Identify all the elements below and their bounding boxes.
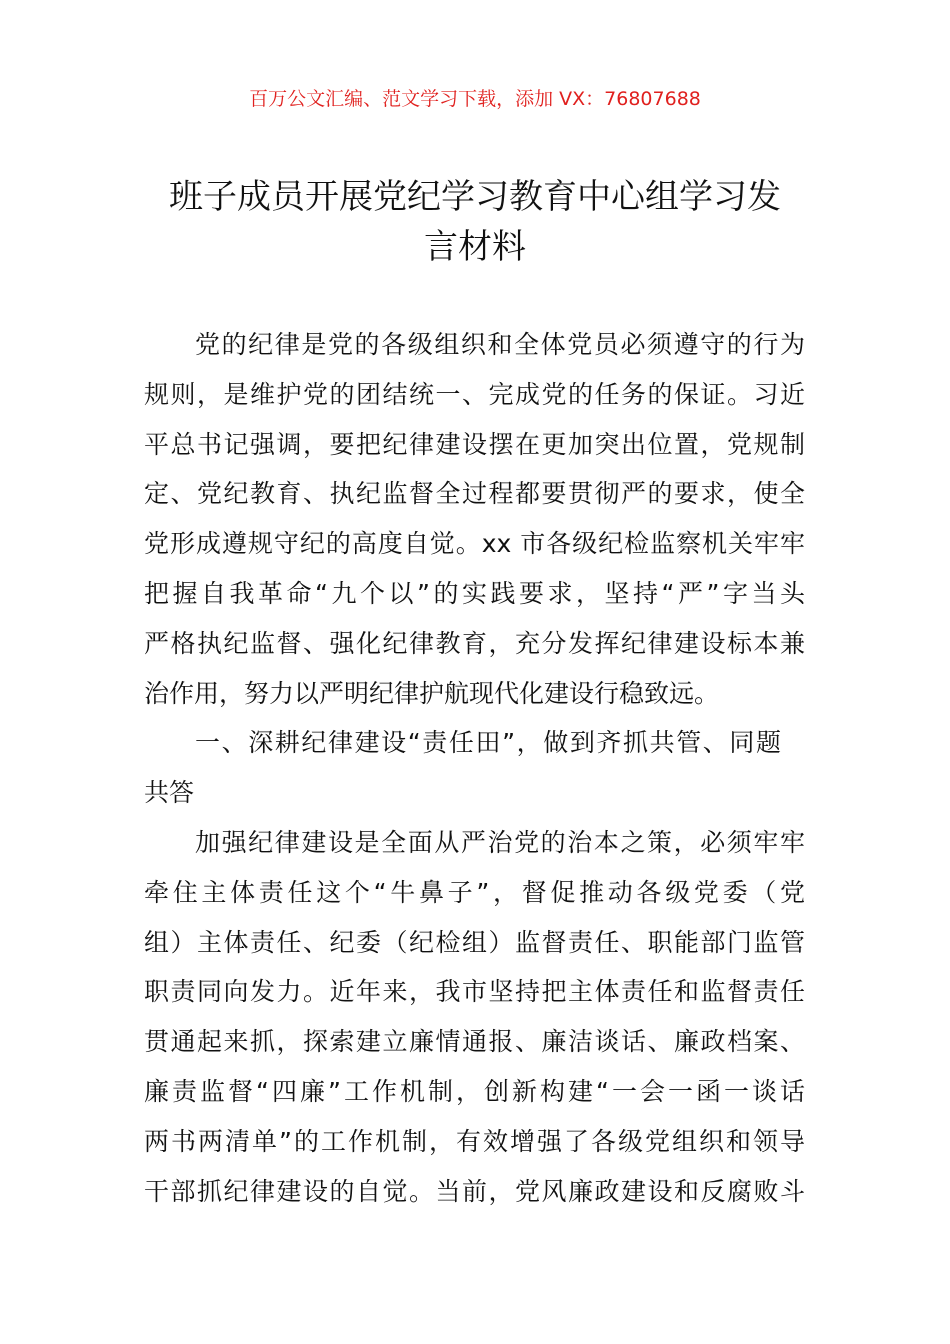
body-line: 规则，是维护党的团结统一、完成党的任务的保证。习近	[144, 379, 805, 409]
body-line: 牵住主体责任这个“牛鼻子”，督促推动各级党委（党	[144, 877, 805, 907]
body-line: 把握自我革命“九个以”的实践要求，坚持“严”字当头	[144, 578, 805, 608]
body-line: 党的纪律是党的各级组织和全体党员必须遵守的行为	[195, 330, 805, 359]
body-line: 干部抓纪律建设的自觉。当前，党风廉政建设和反腐败斗	[144, 1176, 805, 1206]
document-body	[144, 320, 805, 1216]
body-line: 治作用，努力以严明纪律护航现代化建设行稳致远。	[144, 678, 720, 708]
title-line: 言材料	[424, 227, 526, 267]
body-line: 平总书记强调，要把纪律建设摆在更加突出位置，党规制	[144, 429, 805, 459]
body-line: 党形成遵规守纪的高度自觉。xx 市各级纪检监察机关牢牢	[144, 529, 805, 559]
title-line: 班子成员开展党纪学习教育中心组学习发	[169, 177, 781, 217]
body-line: 廉责监督“四廉”工作机制，创新构建“一会一函一谈话	[144, 1076, 805, 1106]
body-line: 两书两清单”的工作机制，有效增强了各级党组织和领导	[144, 1126, 805, 1156]
watermark-header: 百万公文汇编、范文学习下载，添加 VX：76807688	[249, 88, 701, 110]
body-line: 贯通起来抓，探索建立廉情通报、廉洁谈话、廉政档案、	[144, 1027, 805, 1057]
document-title	[140, 172, 810, 272]
body-line: 严格执纪监督、强化纪律教育，充分发挥纪律建设标本兼	[144, 628, 805, 658]
body-line: 加强纪律建设是全面从严治党的治本之策，必须牢牢	[195, 827, 805, 857]
body-line: 组）主体责任、纪委（纪检组）监督责任、职能部门监管	[144, 927, 805, 957]
section-heading-line: 共答	[144, 778, 195, 808]
body-line: 定、党纪教育、执纪监督全过程都要贯彻严的要求，使全	[144, 479, 805, 509]
section-heading-line: 一、深耕纪律建设“责任田”，做到齐抓共管、同题	[195, 728, 781, 758]
body-line: 职责同向发力。近年来，我市坚持把主体责任和监督责任	[144, 977, 805, 1007]
